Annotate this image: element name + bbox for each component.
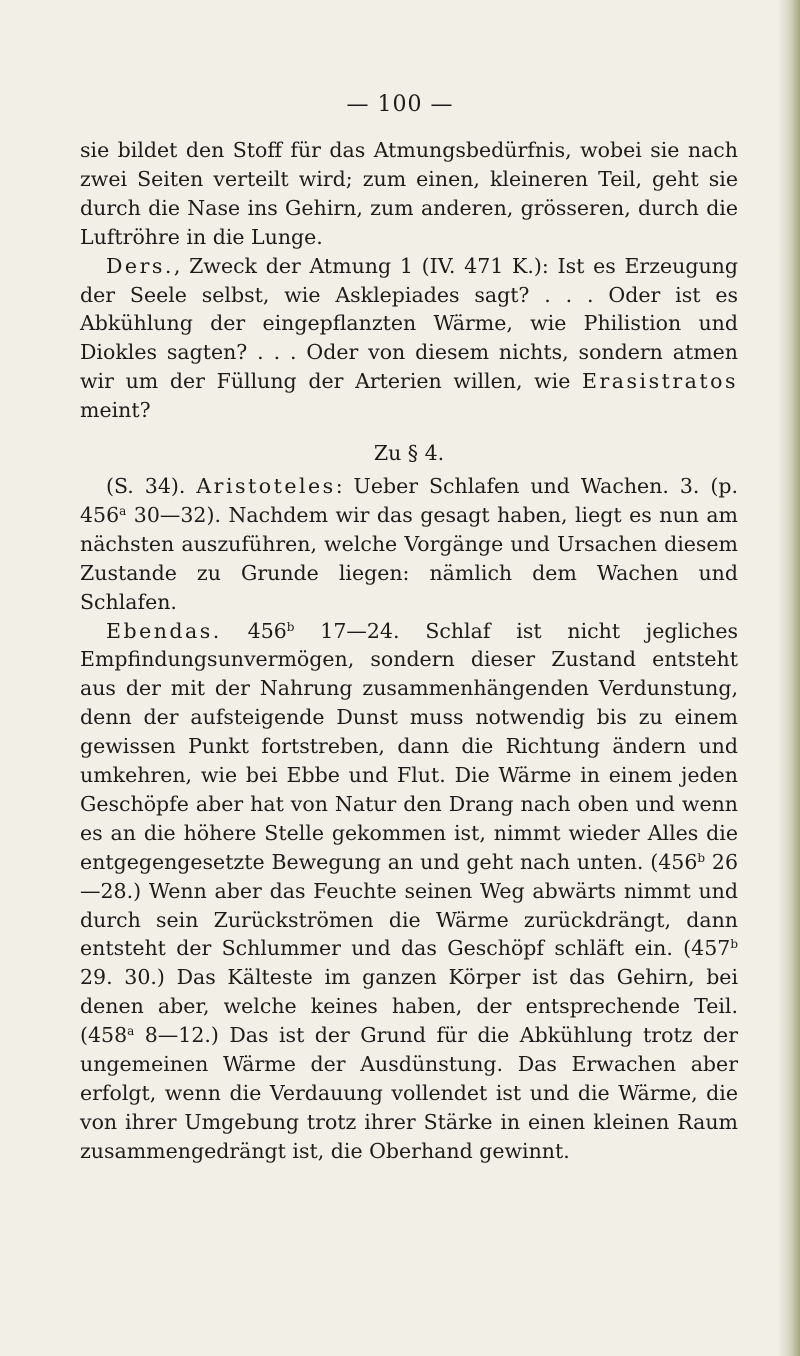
superscript: a: [119, 503, 127, 518]
superscript: b: [697, 850, 706, 865]
paragraph-text: 456: [221, 618, 287, 643]
paragraph-text-end: meint?: [80, 398, 151, 423]
paragraph-text: 29. 30.) Das Kälteste im ganzen Körper ist das Gehirn, bei denen aber, welche keines haben, der entsprechende Teil. (458: [80, 965, 738, 1048]
paragraph-text: sie bildet den Stoff für das Atmungsbedürfnis, wobei sie nach zwei Seiten verteilt wird; zum einen, kleineren Teil, geht sie durch die Nase ins Gehirn, zum anderen, grösseren, durch die Luftröhre in die Lunge.: [80, 138, 738, 249]
author-name: Ders.: [106, 253, 174, 278]
page-number: — 100 —: [346, 92, 454, 117]
page-edge-shadow: [778, 0, 800, 1356]
paragraph-text: , Zweck der Atmung 1 (IV. 471 K.): Ist es Erzeugung der Seele selbst, wie Asklepiades sagt? . . . Oder ist es Abkühlung der eingepflanzten Wärme, wie Philistion und Diokles sagten? . . . Oder von diesem nichts, sondern atmen wir um der Füllung der Arterien willen, wie: [80, 253, 738, 394]
body-text: [80, 136, 738, 1166]
page-reference: (S. 34).: [106, 473, 197, 498]
paragraph-text: 8—12.) Das ist der Grund für die Abkühlung trotz der ungemeinen Wärme der Ausdünstung. Das Erwachen aber erfolgt, wenn die Verdauung vollendet ist und die Wärme, die von ihrer Umgebung trotz ihrer Stärke in einen kleinen Raum zusammengedrängt ist, die Oberhand gewinnt.: [80, 1023, 738, 1163]
paragraph-2: [80, 252, 738, 425]
paragraph-4: [80, 617, 738, 1166]
paragraph-1: [80, 136, 738, 252]
superscript: a: [127, 1024, 135, 1039]
paragraph-3: [80, 472, 738, 617]
person-name: Erasistratos: [582, 369, 738, 394]
author-name: Ebendas.: [106, 618, 222, 643]
author-name: Aristoteles: [196, 473, 336, 498]
superscript: b: [286, 619, 295, 634]
paragraph-text: 17—24. Schlaf ist nicht jegliches Empfindungsunvermögen, sondern dieser Zustand entsteht aus der mit der Nahrung zusammenhängenden Verdunstung, denn der aufsteigende Dunst muss notwendig bis zu einem gewissen Punkt fortstreben, dann die Richtung ändern und umkehren, wie bei Ebbe und Flut. Die Wärme in einem jeden Geschöpfe aber hat von Natur den Drang nach oben und wenn es an die höhere Stelle gekommen ist, nimmt wieder Alles die entgegengesetzte Bewegung an und geht nach unten. (456: [80, 618, 738, 874]
paragraph-text: 30—32). Nachdem wir das gesagt haben, liegt es nun am nächsten auszuführen, welche Vorgänge und Ursachen diesem Zustande zu Grunde liegen: nämlich dem Wachen und Schlafen.: [80, 502, 738, 614]
superscript: b: [730, 937, 738, 952]
section-heading: Zu § 4.: [373, 441, 445, 466]
paragraph-text: : Ueber Schlafen und Wachen. 3. (p. 456: [80, 473, 738, 527]
paragraph-text: 26—28.) Wenn aber das Feuchte seinen Weg abwärts nimmt und durch sein Zurückströmen die Wärme zurückdrängt, dann entsteht der Schlummer und das Geschöpf schläft ein. (457: [80, 849, 739, 961]
